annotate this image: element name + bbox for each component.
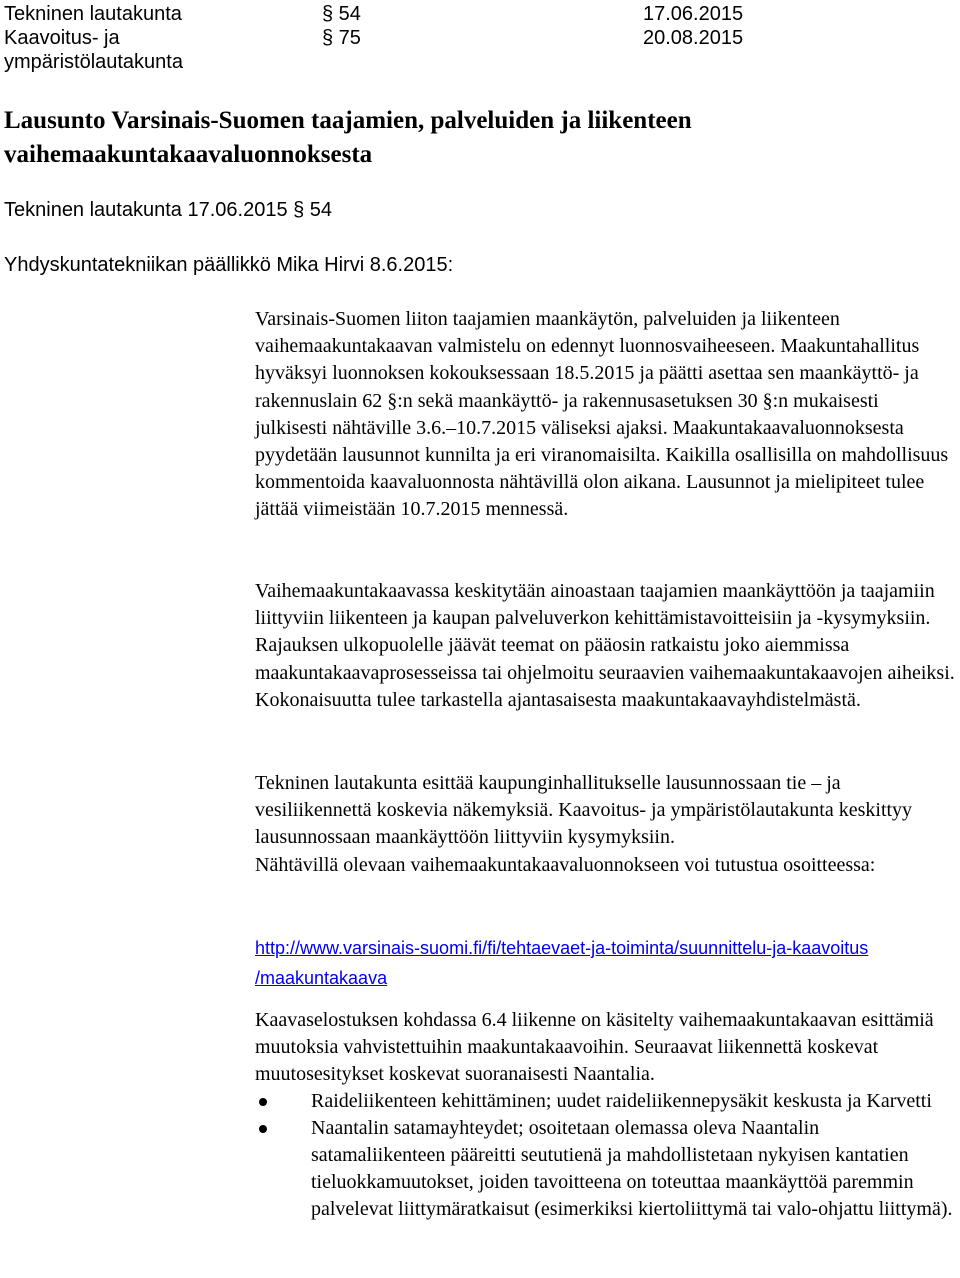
- header-section-2: § 75: [322, 27, 361, 49]
- header-body-2: Kaavoitus- ja: [4, 27, 120, 49]
- bullet-icon: [259, 1125, 267, 1133]
- document-title-line-2: vaihemaakuntakaavaluonnoksesta: [4, 141, 373, 168]
- paragraph-1-text: Varsinais-Suomen liiton taajamien maankäytön, palveluiden ja liikenteen vaihemaakuntakaavan valmistelu on edennyt luonnosvaiheeseen. Maakuntahallitus hyväksyi luonnoksen kokouksessaan 18.5.2015 ja päätti asettaa sen maankäyttö- ja rakennuslain 62 §:n sekä maankäyttö- ja rakennusasetuksen 30 §:n mukaisesti julkisesti nähtäville 3.6.–10.7.2015 väliseksi ajaksi. Maakuntakaavaluonnoksesta pyydetään lausunnot kunnilta ja eri viranomaisilta. Kaikilla osallisilla on mahdollisuus kommentoida kaavaluonnosta nähtävillä olon aikana. Lausunnot ja mielipiteet tulee jättää viimeistään 10.7.2015 mennessä.: [255, 308, 949, 521]
- paragraph-2: [255, 578, 955, 714]
- link-line-2[interactable]: /maakuntakaava: [255, 968, 388, 988]
- link-line-1[interactable]: http://www.varsinais-suomi.fi/fi/tehtaevaet-ja-toiminta/suunnittelu-ja-kaavoitus: [255, 938, 869, 958]
- header-date-1: 17.06.2015: [643, 3, 744, 25]
- document-title-line-1: Lausunto Varsinais-Suomen taajamien, palveluiden ja liikenteen: [4, 107, 692, 134]
- paragraph-2-text: Vaihemaakuntakaavassa keskitytään ainoastaan taajamien maankäyttöön ja taajamiin liittyviin liikenteen ja kaupan palveluverkon kehittämistavoitteisiin ja -kysymyksiin. Rajauksen ulkopuolelle jäävät teemat on pääosin ratkaistu joko aiemmissa maakuntakaavaprosesseissa tai ohjelmoitu seuraavien vaihemaakuntakaavojen aiheiksi. Kokonaisuutta tulee tarkastella ajantasaisesta maakuntakaavayhdistelmästä.: [255, 580, 955, 711]
- preparer-line: Yhdyskuntatekniikan päällikkö Mika Hirvi 8.6.2015:: [4, 254, 454, 276]
- paragraph-1: [255, 306, 955, 524]
- header-section-1: § 54: [322, 3, 361, 25]
- paragraph-3: [255, 770, 955, 879]
- header-body-3: ympäristölautakunta: [4, 51, 183, 73]
- paragraph-5: [255, 1007, 955, 1089]
- link-block: [255, 934, 868, 994]
- paragraph-4-text: Nähtävillä olevaan vaihemaakuntakaavaluonnokseen voi tutustua osoitteessa:: [255, 853, 876, 876]
- board-line: Tekninen lautakunta 17.06.2015 § 54: [4, 199, 333, 221]
- bullet-text-1: Raideliikenteen kehittäminen; uudet raideliikennepysäkit keskusta ja Karvetti: [311, 1090, 932, 1112]
- bullet-list: [255, 1088, 955, 1223]
- paragraph-5-text: Kaavaselostuksen kohdassa 6.4 liikenne on käsitelty vaihemaakuntakaavan esittämiä muutoksia vahvistettuihin maakuntakaavoihin. Seuraavat liikennettä koskevat muutosesitykset koskevat suoranaisesti Naantalia.: [255, 1009, 934, 1086]
- list-item: [255, 1088, 955, 1115]
- header-body-1: Tekninen lautakunta: [4, 3, 182, 25]
- header-date-2: 20.08.2015: [643, 27, 744, 49]
- bullet-text-2: Naantalin satamayhteydet; osoitetaan olemassa oleva Naantalin satamaliikenteen pääreitti seututienä ja mahdollistetaan nykyisen kantatien tieluokkamuutokset, joiden tavoitteena on toteuttaa maankäyttöä paremmin palvelevat liittymäratkaisut (esimerkiksi kiertoliittymä tai valo-ohjattu liittymä).: [311, 1117, 953, 1220]
- list-item: [255, 1115, 955, 1223]
- bullet-icon: [259, 1098, 267, 1106]
- paragraph-3-text: Tekninen lautakunta esittää kaupunginhallitukselle lausunnossaan tie – ja vesiliikennettä koskevia näkemyksiä. Kaavoitus- ja ympäristölautakunta keskittyy lausunnossaan maankäyttöön liittyviin kysymyksiin.: [255, 772, 913, 849]
